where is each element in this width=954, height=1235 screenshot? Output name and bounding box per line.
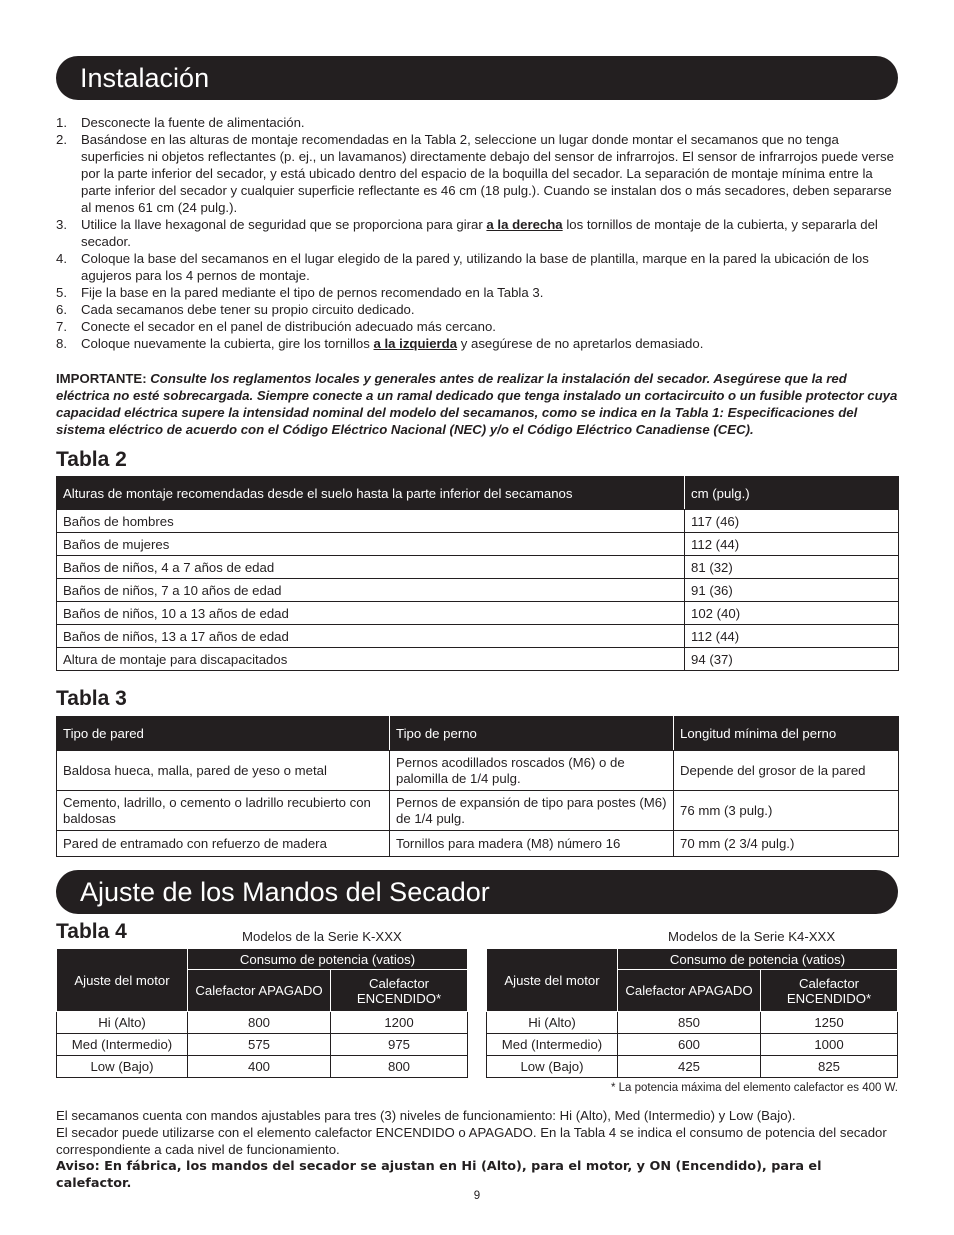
page-number: 9 — [473, 1190, 481, 1202]
step-3: 3. Utilice la llave hexagonal de seguridad que se proporciona para girar a la derecha los tornillos de montaje de la cubierta, y separarla del secador. — [56, 217, 878, 249]
heater-paragraph: El secador puede utilizarse con el elemento calefactor ENCENDIDO o APAGADO. En la Tabla 4 se indica el consumo de potencia del secador correspondiente a cada nivel de funcionamiento. — [56, 1125, 887, 1157]
table-row: Med (Intermedio) 600 1000 — [487, 1034, 898, 1056]
tabla3-table — [56, 716, 899, 857]
tabla2-table — [56, 476, 899, 671]
direction-left: a la izquierda — [373, 336, 458, 351]
table-row: Low (Bajo) 425 825 — [487, 1056, 898, 1078]
installation-steps — [56, 114, 896, 352]
tabla3-title: Tabla 3 — [56, 687, 127, 710]
step-4: 4. Coloque la base del secamanos en el lugar elegido de la pared y, utilizando la base de plantilla, marque en la pared la ubicación de los agujeros para los 4 pernos de montaje. — [56, 251, 869, 283]
controls-description — [56, 1107, 901, 1192]
step-6: 6. Cada secamanos debe tener su propio circuito dedicado. — [56, 302, 415, 317]
table-row: Baños de niños, 10 a 13 años de edad 102 (40) — [57, 602, 899, 625]
step-5: 5. Fije la base en la pared mediante el tipo de pernos recomendado en la Tabla 3. — [56, 285, 544, 300]
tabla3-header-bolt: Tipo de perno — [390, 717, 674, 751]
tabla3-header-wall: Tipo de pared — [57, 717, 390, 751]
power-header: Consumo de potencia (vatios) — [618, 949, 898, 970]
levels-paragraph: El secamanos cuenta con mandos ajustables para tres (3) niveles de funcionamiento: Hi (Alto), Med (Intermedio) y Low (Bajo). — [56, 1108, 796, 1123]
step-8: 8. Coloque nuevamente la cubierta, gire los tornillos a la izquierda y asegúrese de no apretarlos demasiado. — [56, 336, 704, 351]
heater-footnote: * La potencia máxima del elemento calefactor es 400 W. — [610, 1082, 898, 1094]
important-label: IMPORTANTE: — [56, 371, 147, 386]
important-notice — [56, 370, 901, 438]
table-row: Baños de niños, 4 a 7 años de edad 81 (32) — [57, 556, 899, 579]
table-row: Hi (Alto) 800 1200 — [57, 1012, 468, 1034]
table-row: Altura de montaje para discapacitados 94 (37) — [57, 648, 899, 671]
tabla4-left-table — [56, 948, 468, 1078]
series-k-label: Modelos de la Serie K-XXX — [242, 929, 402, 944]
tabla2-header-cm: cm (pulg.) — [685, 477, 899, 510]
series-k4-label: Modelos de la Serie K4-XXX — [668, 929, 836, 944]
power-header: Consumo de potencia (vatios) — [188, 949, 468, 970]
step-2: 2. Basándose en las alturas de montaje recomendadas en la Tabla 2, seleccione un lugar donde montar el secamanos que no tenga superficies ni objetos reflectantes (p. ej., un lavamanos) directamente debajo del sensor de infrarrojos. El sensor de infrarrojos puede verse por la parte inferior del secador, y está ubicado dentro del espacio de la boquilla del secador. La separación de montaje mínima entre la parte inferior del secador y cualquier superficie reflectante es 46 cm (18 pulg.). Cuando se instalan dos o más secadores, deben separarse al menos 61 cm (24 pulg.). — [56, 132, 894, 215]
table-row: Baños de niños, 7 a 10 años de edad 91 (36) — [57, 579, 899, 602]
heater-off-header: Calefactor APAGADO — [618, 970, 761, 1012]
tabla2-title: Tabla 2 — [56, 448, 127, 471]
heater-on-header: Calefactor ENCENDIDO* — [761, 970, 898, 1012]
table-row: Pared de entramado con refuerzo de madera Tornillos para madera (M8) número 16 70 mm (2 3/4 pulg.) — [57, 831, 899, 857]
direction-right: a la derecha — [486, 217, 563, 232]
table-row: Cemento, ladrillo, o cemento o ladrillo recubierto con baldosas Pernos de expansión de tipo para postes (M6) de 1/4 pulg. 76 mm (3 pulg.) — [57, 791, 899, 831]
table-row: Hi (Alto) 850 1250 — [487, 1012, 898, 1034]
controls-title: Ajuste de los Mandos del Secador — [80, 877, 490, 907]
installation-banner — [56, 56, 898, 100]
step-7: 7. Conecte el secador en el panel de distribución adecuado más cercano. — [56, 319, 496, 334]
important-text: Consulte los reglamentos locales y generales antes de realizar la instalación del secador. Asegúrese que la red eléctrica no esté sobrecargada. Siempre conecte a un ramal dedicado que tenga instalado un cortacircuito o un fusible protector cuya capacidad eléctrica supere la intensidad nominal del modelo del secamanos, como se indica en la Tabla 1: Especificaciones del sistema eléctrico de acuerdo con el Código Eléctrico Nacional (NEC) y/o el Código Eléctrico Canadiense (CEC). — [56, 371, 898, 437]
tabla2-header-height: Alturas de montaje recomendadas desde el suelo hasta la parte inferior del secamanos — [57, 477, 685, 510]
table-row: Baños de hombres 117 (46) — [57, 510, 899, 533]
factory-notice: Aviso: En fábrica, los mandos del secador se ajustan en Hi (Alto), para el motor, y ON (Encendido), para el calefactor. — [56, 1159, 822, 1191]
tabla4-title: Tabla 4 — [56, 920, 127, 943]
tabla4-right-table — [486, 948, 898, 1078]
installation-title: Instalación — [80, 63, 210, 93]
motor-header: Ajuste del motor — [487, 949, 618, 1012]
heater-off-header: Calefactor APAGADO — [188, 970, 331, 1012]
table-row: Baños de mujeres 112 (44) — [57, 533, 899, 556]
tabla3-header-length: Longitud mínima del perno — [674, 717, 899, 751]
table-row: Low (Bajo) 400 800 — [57, 1056, 468, 1078]
motor-header: Ajuste del motor — [57, 949, 188, 1012]
heater-on-header: Calefactor ENCENDIDO* — [331, 970, 468, 1012]
table-row: Baldosa hueca, malla, pared de yeso o metal Pernos acodillados roscados (M6) o de palomilla de 1/4 pulg. Depende del grosor de la pared — [57, 751, 899, 791]
step-1: 1. Desconecte la fuente de alimentación. — [56, 115, 305, 130]
controls-banner — [56, 870, 898, 914]
table-row: Baños de niños, 13 a 17 años de edad 112 (44) — [57, 625, 899, 648]
table-row: Med (Intermedio) 575 975 — [57, 1034, 468, 1056]
